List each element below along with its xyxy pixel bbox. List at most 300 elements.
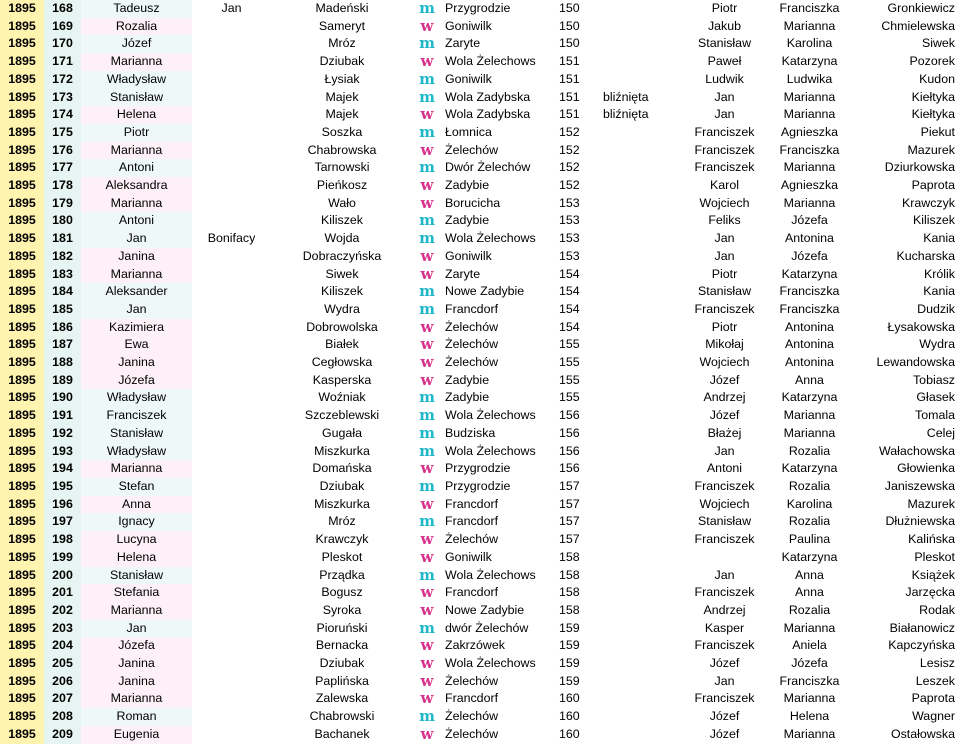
record-number-cell: 189 <box>44 372 81 390</box>
table-row <box>0 159 959 177</box>
surname-cell: Mróz <box>271 513 413 531</box>
sex-marker: w <box>420 495 434 513</box>
father-name-cell: Feliks <box>708 213 741 228</box>
second-name-cell <box>192 655 271 673</box>
place-cell: Francdorf <box>445 691 499 706</box>
year-cell: 1895 <box>0 106 44 124</box>
place-cell: Żelechów <box>445 337 499 352</box>
mother-surname-cell: Kania <box>923 231 955 246</box>
year-cell: 1895 <box>0 690 44 708</box>
year-cell: 1895 <box>0 655 44 673</box>
sex-marker: w <box>420 672 434 690</box>
mother-surname-cell: Królik <box>924 266 955 281</box>
sex-marker: w <box>420 177 434 195</box>
table-row <box>0 637 959 655</box>
year-cell: 1895 <box>0 513 44 531</box>
surname-cell: Pioruński <box>271 620 413 638</box>
note-cell <box>603 159 683 177</box>
year-cell: 1895 <box>0 443 44 461</box>
page-number-cell: 160 <box>559 691 580 706</box>
surname-cell: Dziubak <box>271 53 413 71</box>
second-name-cell <box>192 726 271 744</box>
second-name-cell <box>192 407 271 425</box>
sex-marker: w <box>420 548 434 566</box>
year-cell: 1895 <box>0 726 44 744</box>
first-name-cell: Władysław <box>81 443 192 461</box>
first-name-cell: Ewa <box>81 336 192 354</box>
page-number-cell: 156 <box>559 425 580 440</box>
father-name-cell: Franciszek <box>694 124 755 139</box>
mother-name-cell: Anna <box>795 372 824 387</box>
place-cell: Goniwilk <box>445 248 492 263</box>
place-cell: Francdorf <box>445 585 499 600</box>
table-row <box>0 602 959 620</box>
mother-surname-cell: Jarzęcka <box>905 585 955 600</box>
sex-marker: w <box>420 637 434 655</box>
year-cell: 1895 <box>0 496 44 514</box>
second-name-cell <box>192 425 271 443</box>
father-name-cell: Franciszek <box>694 478 755 493</box>
note-cell <box>603 407 683 425</box>
note-cell <box>603 673 683 691</box>
sex-marker: w <box>420 17 434 35</box>
year-cell: 1895 <box>0 230 44 248</box>
first-name-cell: Eugenia <box>81 726 192 744</box>
table-row <box>0 513 959 531</box>
father-name-cell: Karol <box>710 178 739 193</box>
year-cell: 1895 <box>0 336 44 354</box>
note-cell <box>603 266 683 284</box>
table-row <box>0 549 959 567</box>
mother-surname-cell: Książek <box>911 567 955 582</box>
sex-marker: m <box>419 407 435 425</box>
sex-marker: w <box>420 725 434 743</box>
table-row <box>0 177 959 195</box>
table-row <box>0 266 959 284</box>
mother-surname-cell: Kucharska <box>896 248 955 263</box>
mother-name-cell: Józefa <box>791 656 828 671</box>
table-row <box>0 389 959 407</box>
sex-marker: m <box>419 477 435 495</box>
record-number-cell: 209 <box>44 726 81 744</box>
note-cell <box>603 567 683 585</box>
second-name-cell <box>192 637 271 655</box>
record-number-cell: 177 <box>44 159 81 177</box>
father-name-cell: Franciszek <box>694 532 755 547</box>
record-number-cell: 184 <box>44 283 81 301</box>
surname-cell: Bogusz <box>271 584 413 602</box>
place-cell: Wola Żelechows <box>445 54 536 69</box>
place-cell: dwór Żelechów <box>445 620 529 635</box>
mother-surname-cell: Kiełtyka <box>911 89 955 104</box>
note-cell <box>603 283 683 301</box>
note-cell <box>603 195 683 213</box>
father-name-cell: Józef <box>709 372 740 387</box>
page-number-cell: 159 <box>559 673 580 688</box>
mother-name-cell: Marianna <box>783 18 836 33</box>
second-name-cell <box>192 673 271 691</box>
page-number-cell: 158 <box>559 585 580 600</box>
surname-cell: Kasperska <box>271 372 413 390</box>
mother-surname-cell: Pozorek <box>909 54 955 69</box>
father-name-cell: Franciszek <box>694 142 755 157</box>
year-cell: 1895 <box>0 212 44 230</box>
mother-name-cell: Franciszka <box>779 301 840 316</box>
place-cell: Dwór Żelechów <box>445 160 531 175</box>
page-number-cell: 156 <box>559 461 580 476</box>
second-name-cell <box>192 690 271 708</box>
second-name-cell <box>192 159 271 177</box>
first-name-cell: Franciszek <box>81 407 192 425</box>
sex-marker: m <box>419 513 435 531</box>
record-number-cell: 199 <box>44 549 81 567</box>
surname-cell: Bernacka <box>271 637 413 655</box>
year-cell: 1895 <box>0 389 44 407</box>
place-cell: Żelechów <box>445 709 499 724</box>
record-number-cell: 185 <box>44 301 81 319</box>
table-row <box>0 584 959 602</box>
mother-name-cell: Agnieszka <box>780 124 839 139</box>
second-name-cell <box>192 389 271 407</box>
mother-name-cell: Józefa <box>791 213 828 228</box>
place-cell: Łomnica <box>445 124 492 139</box>
record-number-cell: 195 <box>44 478 81 496</box>
father-name-cell: Stanisław <box>697 36 752 51</box>
year-cell: 1895 <box>0 159 44 177</box>
mother-surname-cell: Lewandowska <box>876 355 955 370</box>
year-cell: 1895 <box>0 124 44 142</box>
mother-name-cell: Anna <box>795 585 824 600</box>
surname-cell: Dziubak <box>271 655 413 673</box>
note-cell <box>603 425 683 443</box>
record-number-cell: 190 <box>44 389 81 407</box>
sex-marker: m <box>419 283 435 301</box>
record-number-cell: 192 <box>44 425 81 443</box>
sex-marker: w <box>420 318 434 336</box>
note-cell <box>603 637 683 655</box>
surname-cell: Kiliszek <box>271 283 413 301</box>
sex-marker: m <box>419 424 435 442</box>
year-cell: 1895 <box>0 567 44 585</box>
year-cell: 1895 <box>0 301 44 319</box>
mother-name-cell: Franciszka <box>779 284 840 299</box>
year-cell: 1895 <box>0 620 44 638</box>
note-cell <box>603 690 683 708</box>
surname-cell: Madeński <box>271 0 413 18</box>
record-number-cell: 202 <box>44 602 81 620</box>
place-cell: Wola Zadybska <box>445 107 531 122</box>
mother-name-cell: Rozalia <box>788 478 831 493</box>
mother-name-cell: Helena <box>789 709 830 724</box>
record-number-cell: 173 <box>44 89 81 107</box>
mother-surname-cell: Dudzik <box>917 301 955 316</box>
mother-name-cell: Karolina <box>786 496 833 511</box>
mother-name-cell: Antonina <box>785 355 834 370</box>
first-name-cell: Marianna <box>81 266 192 284</box>
first-name-cell: Janina <box>81 673 192 691</box>
table-row <box>0 248 959 266</box>
note-cell <box>603 354 683 372</box>
mother-surname-cell: Białanowicz <box>889 620 955 635</box>
place-cell: Wola Zadybska <box>445 89 531 104</box>
year-cell: 1895 <box>0 266 44 284</box>
second-name-cell <box>192 620 271 638</box>
second-name-cell <box>192 443 271 461</box>
place-cell: Żelechów <box>445 673 499 688</box>
year-cell: 1895 <box>0 637 44 655</box>
mother-surname-cell: Paprota <box>911 178 955 193</box>
year-cell: 1895 <box>0 708 44 726</box>
place-cell: Zakrzówek <box>445 638 505 653</box>
surname-cell: Wojda <box>271 230 413 248</box>
year-cell: 1895 <box>0 460 44 478</box>
sex-marker: w <box>420 371 434 389</box>
second-name-cell <box>192 567 271 585</box>
surname-cell: Tarnowski <box>271 159 413 177</box>
surname-cell: Cegłowska <box>271 354 413 372</box>
table-row <box>0 283 959 301</box>
page-number-cell: 151 <box>559 71 580 86</box>
mother-name-cell: Marianna <box>783 89 836 104</box>
mother-name-cell: Marianna <box>783 726 836 741</box>
table-row <box>0 620 959 638</box>
page-number-cell: 160 <box>559 726 580 741</box>
table-row <box>0 460 959 478</box>
sex-marker: m <box>419 70 435 88</box>
second-name-cell <box>192 142 271 160</box>
mother-surname-cell: Łysakowska <box>887 319 955 334</box>
note-cell: bliźnięta <box>603 89 649 104</box>
father-name-cell: Jan <box>714 673 735 688</box>
surname-cell: Gugała <box>271 425 413 443</box>
table-row <box>0 106 959 124</box>
mother-surname-cell: Lesisz <box>919 656 955 671</box>
table-row <box>0 230 959 248</box>
record-number-cell: 175 <box>44 124 81 142</box>
sex-marker: w <box>420 531 434 549</box>
note-cell <box>603 0 683 18</box>
first-name-cell: Antoni <box>81 159 192 177</box>
first-name-cell: Marianna <box>81 53 192 71</box>
page-number-cell: 152 <box>559 124 580 139</box>
page-number-cell: 152 <box>559 178 580 193</box>
page-number-cell: 156 <box>559 408 580 423</box>
page-number-cell: 154 <box>559 266 580 281</box>
place-cell: Goniwilk <box>445 549 492 564</box>
sex-marker: w <box>420 106 434 124</box>
father-name-cell: Józef <box>709 726 740 741</box>
surname-cell: Bachanek <box>271 726 413 744</box>
first-name-cell: Marianna <box>81 460 192 478</box>
record-number-cell: 203 <box>44 620 81 638</box>
record-number-cell: 186 <box>44 319 81 337</box>
first-name-cell: Marianna <box>81 690 192 708</box>
note-cell <box>603 389 683 407</box>
surname-cell: Soszka <box>271 124 413 142</box>
mother-name-cell: Antonina <box>785 319 834 334</box>
note-cell <box>603 336 683 354</box>
page-number-cell: 159 <box>559 638 580 653</box>
mother-name-cell: Anna <box>795 567 824 582</box>
table-row <box>0 354 959 372</box>
place-cell: Zadybie <box>445 372 490 387</box>
page-number-cell: 153 <box>559 195 580 210</box>
second-name-cell <box>192 301 271 319</box>
note-cell <box>603 230 683 248</box>
place-cell: Goniwilk <box>445 18 492 33</box>
mother-name-cell: Marianna <box>783 195 836 210</box>
father-name-cell: Franciszek <box>694 301 755 316</box>
surname-cell: Wało <box>271 195 413 213</box>
note-cell <box>603 655 683 673</box>
table-row <box>0 478 959 496</box>
place-cell: Wola Żelechows <box>445 656 536 671</box>
surname-cell: Łysiak <box>271 71 413 89</box>
table-row <box>0 0 959 18</box>
record-number-cell: 207 <box>44 690 81 708</box>
father-name-cell: Franciszek <box>694 638 755 653</box>
place-cell: Nowe Zadybie <box>445 602 525 617</box>
sex-marker: m <box>419 300 435 318</box>
father-name-cell: Błażej <box>707 425 742 440</box>
second-name-cell <box>192 584 271 602</box>
father-name-cell: Jakub <box>707 18 742 33</box>
record-number-cell: 201 <box>44 584 81 602</box>
first-name-cell: Stanisław <box>81 89 192 107</box>
page-number-cell: 150 <box>559 18 580 33</box>
father-name-cell: Józef <box>709 408 740 423</box>
place-cell: Budziska <box>445 425 496 440</box>
second-name-cell <box>192 460 271 478</box>
mother-surname-cell: Kania <box>923 284 955 299</box>
record-number-cell: 174 <box>44 106 81 124</box>
mother-name-cell: Antonina <box>785 337 834 352</box>
table-row <box>0 690 959 708</box>
page-number-cell: 157 <box>559 478 580 493</box>
page-number-cell: 157 <box>559 532 580 547</box>
mother-name-cell: Marianna <box>783 107 836 122</box>
second-name-cell <box>192 71 271 89</box>
note-cell <box>603 584 683 602</box>
page-number-cell: 151 <box>559 54 580 69</box>
table-row <box>0 212 959 230</box>
second-name-cell <box>192 18 271 36</box>
second-name-cell <box>192 195 271 213</box>
note-cell <box>603 124 683 142</box>
page-number-cell: 155 <box>559 337 580 352</box>
record-number-cell: 198 <box>44 531 81 549</box>
note-cell <box>603 726 683 744</box>
mother-surname-cell: Wałachowska <box>879 443 955 458</box>
second-name-cell <box>192 354 271 372</box>
first-name-cell: Władysław <box>81 389 192 407</box>
note-cell: bliźnięta <box>603 107 649 122</box>
year-cell: 1895 <box>0 372 44 390</box>
page-number-cell: 160 <box>559 709 580 724</box>
surname-cell: Sameryt <box>271 18 413 36</box>
surname-cell: Chabrowski <box>271 708 413 726</box>
note-cell <box>603 142 683 160</box>
page-number-cell: 152 <box>559 142 580 157</box>
note-cell <box>603 620 683 638</box>
sex-marker: w <box>420 265 434 283</box>
table-row <box>0 655 959 673</box>
father-name-cell: Stanisław <box>697 284 752 299</box>
sex-marker: m <box>419 619 435 637</box>
sex-marker: w <box>420 247 434 265</box>
mother-surname-cell: Rodak <box>919 602 955 617</box>
surname-cell: Dobraczyńska <box>271 248 413 266</box>
place-cell: Goniwilk <box>445 71 492 86</box>
record-number-cell: 178 <box>44 177 81 195</box>
table-row <box>0 71 959 89</box>
surname-cell: Miszkurka <box>271 443 413 461</box>
second-name-cell <box>192 283 271 301</box>
note-cell <box>603 531 683 549</box>
first-name-cell: Marianna <box>81 602 192 620</box>
first-name-cell: Ignacy <box>81 513 192 531</box>
sex-marker: m <box>419 159 435 177</box>
sex-marker: w <box>420 336 434 354</box>
page-number-cell: 159 <box>559 620 580 635</box>
father-name-cell: Jan <box>714 107 735 122</box>
year-cell: 1895 <box>0 354 44 372</box>
first-name-cell: Lucyna <box>81 531 192 549</box>
record-number-cell: 193 <box>44 443 81 461</box>
second-name-cell <box>192 549 271 567</box>
record-number-cell: 200 <box>44 567 81 585</box>
note-cell <box>603 35 683 53</box>
sex-marker: m <box>419 566 435 584</box>
first-name-cell: Helena <box>81 106 192 124</box>
first-name-cell: Janina <box>81 655 192 673</box>
father-name-cell: Piotr <box>711 1 738 15</box>
record-number-cell: 188 <box>44 354 81 372</box>
mother-name-cell: Józefa <box>791 248 828 263</box>
mother-name-cell: Katarzyna <box>781 54 838 69</box>
place-cell: Żelechów <box>445 355 499 370</box>
surname-cell: Mróz <box>271 35 413 53</box>
place-cell: Francdorf <box>445 301 499 316</box>
table-row <box>0 195 959 213</box>
mother-name-cell: Rozalia <box>788 602 831 617</box>
page-number-cell: 151 <box>559 107 580 122</box>
record-number-cell: 187 <box>44 336 81 354</box>
surname-cell: Pieńkosz <box>271 177 413 195</box>
mother-name-cell: Katarzyna <box>781 266 838 281</box>
second-name-cell <box>192 266 271 284</box>
surname-cell: Kiliszek <box>271 212 413 230</box>
page-number-cell: 154 <box>559 284 580 299</box>
year-cell: 1895 <box>0 673 44 691</box>
record-number-cell: 194 <box>44 460 81 478</box>
place-cell: Wola Żelechows <box>445 231 536 246</box>
sex-marker: m <box>419 230 435 248</box>
surname-cell: Szczeblewski <box>271 407 413 425</box>
second-name-cell <box>192 106 271 124</box>
place-cell: Francdorf <box>445 514 499 529</box>
sex-marker: w <box>420 655 434 673</box>
mother-surname-cell: Mazurek <box>907 142 955 157</box>
first-name-cell: Janina <box>81 248 192 266</box>
first-name-cell: Jan <box>81 230 192 248</box>
mother-name-cell: Rozalia <box>788 443 831 458</box>
page-number-cell: 158 <box>559 602 580 617</box>
table-row <box>0 372 959 390</box>
mother-surname-cell: Dziurkowska <box>884 160 955 175</box>
sex-marker: w <box>420 53 434 71</box>
mother-surname-cell: Celej <box>926 425 955 440</box>
